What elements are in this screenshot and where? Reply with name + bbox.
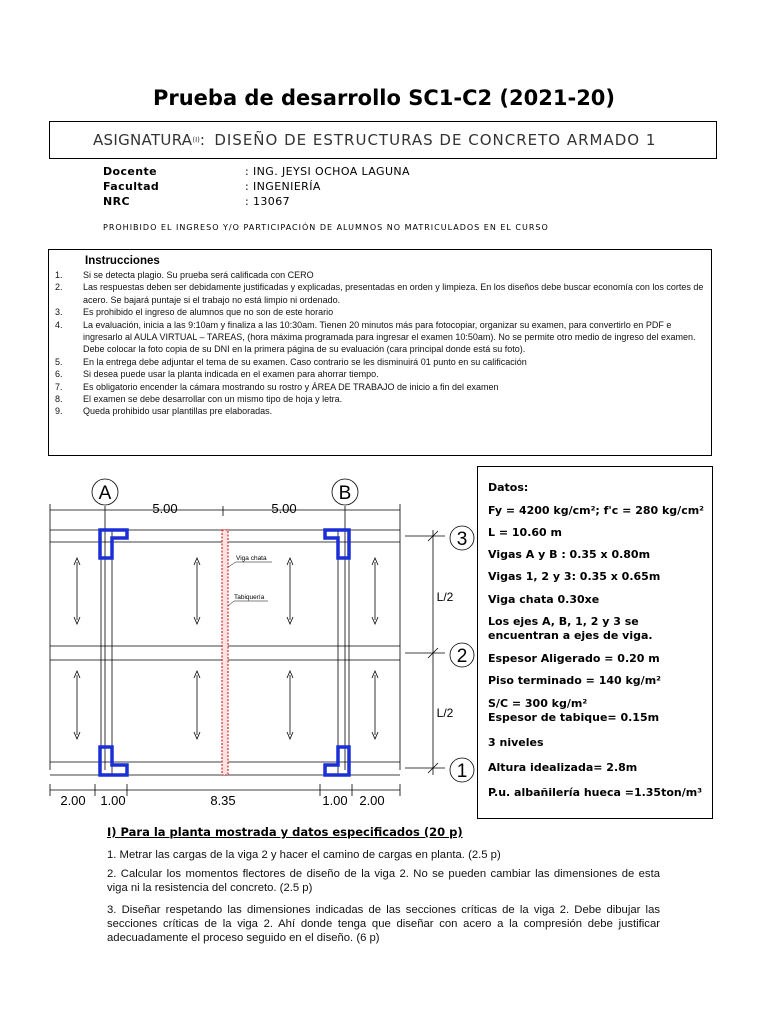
slab-direction-arrow	[74, 671, 80, 739]
column-a1	[100, 747, 127, 775]
list-item: 9. Queda prohibido usar plantillas pre elaboradas.	[55, 406, 273, 417]
axis-label-1: 1	[456, 761, 468, 782]
subject-value: DISEÑO DE ESTRUCTURAS DE CONCRETO ARMADO 1	[214, 131, 657, 149]
list-item: 5. En la entrega debe adjuntar el tema de su examen. Caso contrario se les disminuirá 01 punto en su calificación	[55, 356, 527, 367]
dimension-bottom: 1.00	[100, 793, 126, 808]
dimension-side-upper: L/2	[436, 590, 454, 604]
info-key: NRC	[103, 195, 130, 208]
page-title: Prueba de desarrollo SC1-C2 (2021-20)	[152, 86, 616, 110]
prohibido-notice: PROHIBIDO EL INGRESO Y/O PARTICIPACIÓN DE ALUMNOS NO MATRICULADOS EN EL CURSO	[103, 223, 549, 232]
datos-vigas-ab: Vigas A y B : 0.35 x 0.80m	[488, 548, 651, 561]
subject-sup: (I)	[192, 136, 200, 144]
datos-aligerado: Espesor Aligerado = 0.20 m	[488, 652, 660, 665]
list-item: 4. La evaluación, inicia a las 9:10am y finaliza a las 10:30am. Tienen 20 minutos más para fotocopiar, organizar su examen, para convertirlo en PDF e ingresarlo al AULA VIRTUAL – TAREAS, (hora máxima programada para ingresar el examen 10:50am). No se permite otro medio de ingreso del examen. Debe colocar la foto copia de su DNI en la primera página de su evaluación (cara principal donde está su foto).	[55, 319, 696, 355]
info-key: Facultad	[103, 180, 160, 193]
dimension-bottom: 1.00	[322, 793, 348, 808]
datos-ejes: Los ejes A, B, 1, 2 y 3 se encuentran a ejes de viga.	[488, 615, 653, 642]
dimension-top-left: 5.00	[152, 501, 178, 516]
slab-direction-arrow	[372, 558, 378, 624]
dimension-bottom: 2.00	[60, 793, 86, 808]
info-key: Docente	[103, 165, 158, 178]
structural-plan	[30, 470, 475, 815]
datos-pu: P.u. albañilería hueca =1.35ton/m³	[488, 786, 703, 799]
label-tabiqueria: Tabiquería	[234, 594, 265, 601]
datos-sc: S/C = 300 kg/m²	[488, 697, 588, 710]
section-title: I) Para la planta mostrada y datos especificados (20 p)	[107, 825, 463, 839]
dimension-bottom: 2.00	[359, 793, 385, 808]
datos-l: L = 10.60 m	[488, 526, 562, 539]
datos-title: Datos:	[488, 481, 529, 494]
info-value: : INGENIERÍA	[245, 180, 321, 193]
datos-tabique: Espesor de tabique= 0.15m	[488, 711, 660, 724]
instructions-title: Instrucciones	[85, 255, 160, 267]
tabique-wall	[222, 530, 228, 775]
list-item: 3. Es prohibido el ingreso de alumnos que no son de este horario	[55, 307, 334, 318]
datos-altura: Altura idealizada= 2.8m	[488, 761, 638, 774]
subject-box: ASIGNATURA (I) : DISEÑO DE ESTRUCTURAS DE CONCRETO ARMADO 1	[49, 121, 717, 159]
label-viga-chata: Viga chata	[236, 555, 267, 562]
dimension-side-lower: L/2	[436, 706, 454, 720]
slab-direction-arrow	[194, 558, 200, 624]
question-3: 3. Diseñar respetando las dimensiones indicadas de las secciones críticas de la viga 2. Debe dibujar las secciones críticas de la viga 2. Ahí donde tenga que diseñar con acero a la compresión debe justificar adecuadamente el proceso seguido en el diseño. (6 p)	[107, 904, 660, 944]
dimension-bottom: 8.35	[210, 793, 236, 808]
info-value: : 13067	[245, 195, 290, 208]
list-item: 7. Es obligatorio encender la cámara mostrando su rostro y ÁREA DE TRABAJO de inicio a fin del examen	[55, 381, 499, 392]
list-item: 8. El examen se debe desarrollar con un mismo tipo de hoja y letra.	[55, 394, 343, 405]
list-item: 1. Si se detecta plagio. Su prueba será calificada con CERO	[55, 270, 314, 280]
datos-viga-chata: Viga chata 0.30xe	[488, 593, 600, 606]
axis-label-a: A	[98, 483, 112, 504]
info-value: : ING. JEYSI OCHOA LAGUNA	[245, 165, 410, 178]
dimension-top-right: 5.00	[271, 501, 297, 516]
axis-label-3: 3	[456, 529, 468, 550]
slab-direction-arrow	[194, 671, 200, 739]
datos-vigas-123: Vigas 1, 2 y 3: 0.35 x 0.65m	[488, 570, 661, 583]
datos-piso: Piso terminado = 140 kg/m²	[488, 674, 661, 687]
question-2: 2. Calcular los momentos flectores de diseño de la viga 2. No se pueden cambiar las dimensiones de esta viga ni la resistencia del concreto. (2.5 p)	[107, 868, 660, 894]
list-item: 2. Las respuestas deben ser debidamente justificadas y explicadas, presentadas en orden y limpieza. En los diseños debe buscar economía con los cortes de acero. Se bajará puntaje si el trabajo no está limpio ni ordenado.	[55, 282, 704, 305]
slab-direction-arrow	[287, 558, 293, 624]
column-a3	[100, 530, 127, 558]
list-item: 6. Si desea puede usar la planta indicada en el examen para ahorrar tiempo.	[55, 369, 379, 380]
slab-direction-arrow	[372, 671, 378, 739]
slab-direction-arrow	[287, 671, 293, 739]
axis-label-2: 2	[456, 646, 468, 667]
datos-niveles: 3 niveles	[488, 736, 544, 749]
instructions-list	[55, 269, 705, 418]
datos-box	[477, 466, 713, 819]
question-1: 1. Metrar las cargas de la viga 2 y hacer el camino de cargas en planta. (2.5 p)	[107, 849, 501, 861]
datos-fy: Fy = 4200 kg/cm²; f'c = 280 kg/cm²	[488, 504, 704, 517]
slab-direction-arrow	[74, 558, 80, 624]
instructions-box	[48, 249, 712, 456]
axis-label-b: B	[338, 483, 352, 504]
subject-label: ASIGNATURA	[93, 131, 193, 149]
